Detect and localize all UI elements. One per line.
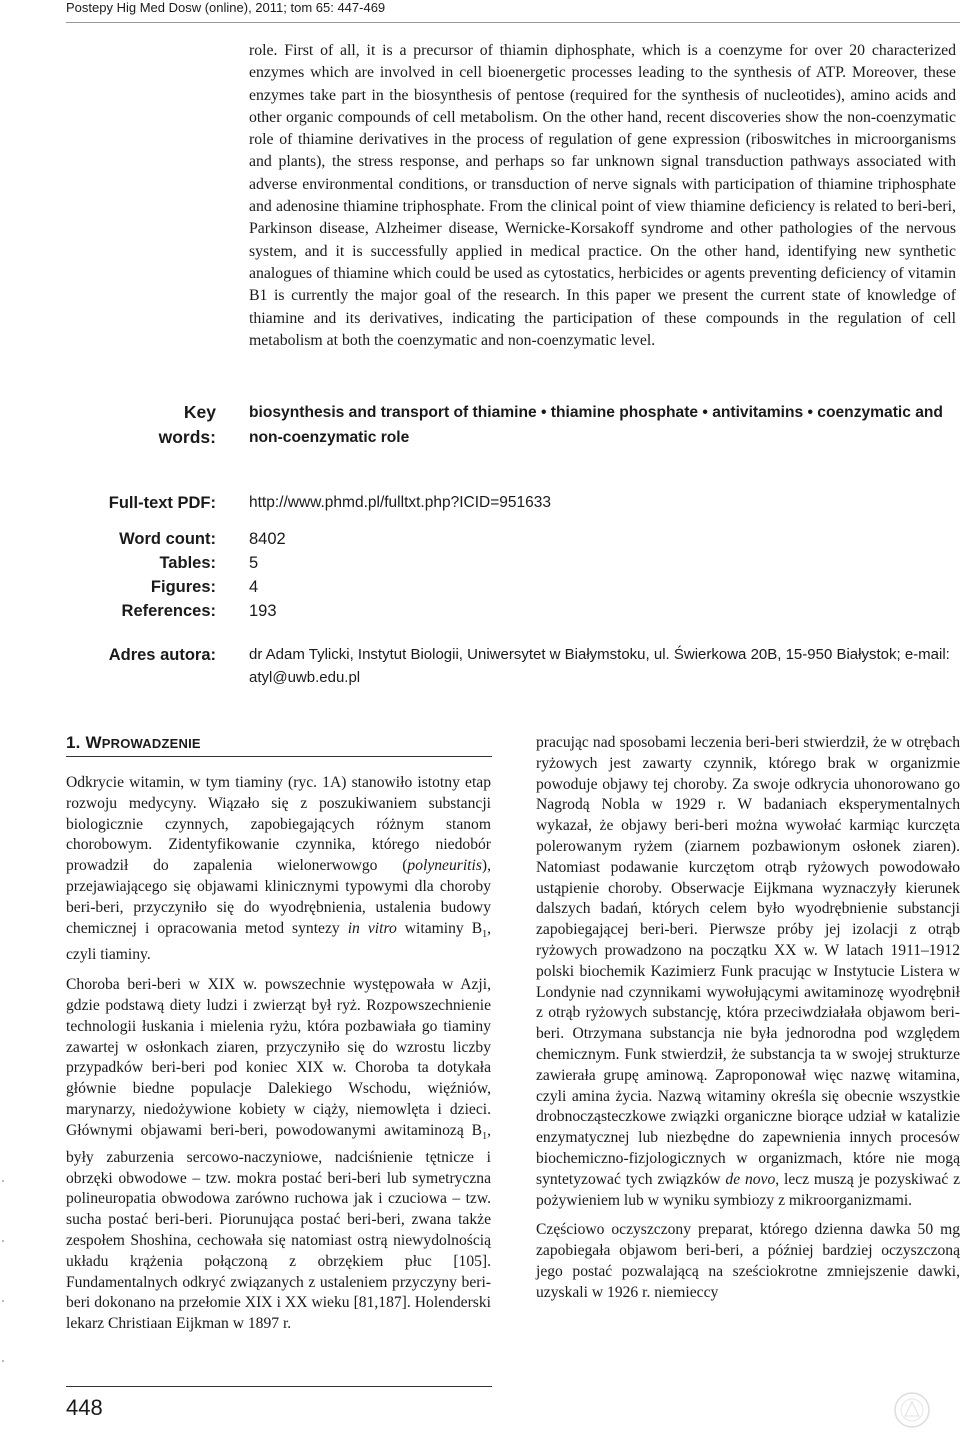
word-count-label: Word count:	[119, 530, 216, 548]
abstract-text: role. First of all, it is a precursor of thiamin diphosphate, which is a coenzyme for over 20 characterized enzymes which are involved in cell bioenergetic processes leading to the synthesis of ATP. Moreover, these enzymes take part in the biosynthesis of pentose (required for the synthesis of nucleotides), amino acids and other organic compounds of cell metabolism. On the other hand, recent discoveries show the non-coenzymatic role of thiamine derivatives in the process of regulation of gene expression (riboswitches in microorganisms and plants), the stress response, and perhaps so far unknown signal transduction pathways associated with adverse environmental conditions, or transduction of nerve signals with participation of thiamine triphosphate and adenosine thiamine triphosphate. From the clinical point of view thiamine deficiency is related to beri-beri, Parkinson disease, Alzheimer disease, Wernicke-Korsakoff syndrome and other pathologies of the nervous system, and it is successfully applied in medical practice. On the other hand, identifying new synthetic analogues of thiamine which could be used as cytostatics, herbicides or agents preventing deficiency of vitamin B1 is currently the major goal of the research. In this paper we present the current state of knowledge of thiamine and its derivatives, indicating the participation of these compounds in the regulation of cell metabolism at both the coenzymatic and non-coenzymatic level.	[249, 42, 956, 349]
left-p1-text-f: , czyli tiaminy.	[66, 919, 492, 964]
author-address: dr Adam Tylicki, Instytut Biologii, Uniwersytet w Białymstoku, ul. Świerkowa 20B, 15-950 Białystok; e-mail: atyl@uwb.edu.pl	[249, 646, 950, 686]
footer-divider	[66, 1386, 492, 1387]
section-title-rest: PROWADZENIE	[101, 736, 201, 751]
left-paragraph-2	[66, 975, 491, 1335]
fulltext-label: Full-text PDF:	[108, 494, 216, 512]
left-p2-subscript: 1	[482, 1130, 488, 1142]
right-column	[536, 733, 960, 1304]
right-paragraph-1	[536, 733, 960, 1211]
left-paragraph-1	[66, 773, 491, 966]
keywords-label: Key words:	[158, 402, 216, 447]
section-title-initial: W	[85, 733, 102, 752]
left-p2-text-a: Choroba beri-beri w XIX w. powszechnie występowała w Azji, gdzie podstawą diety ludzi i zwierząt był ryż. Rozpowszechnienie technologii łuskania i mielenia ryżu, która pozbawiała go tiaminy zawartej w osłonkach ziaren, przyczyniło się do wzrostu liczby przypadków beri-beri pod koniec XIX w. Choroba ta dotykała głównie biedne populacje Dalekiego Wschodu, więźniów, marynarzy, niedożywione kobiety w ciąży, niemowlęta i dzieci. Głównymi objawami beri-beri, powodowanymi awitaminozą B	[66, 976, 491, 1139]
left-p1-italic-polyneuritis: polyneuritis	[407, 857, 482, 875]
references-value: 193	[249, 602, 277, 620]
right-p1-text-a: pracując nad sposobami leczenia beri-beri stwierdził, że w otrębach ryżowych jest zawarty czynnik, którego brak w organizmie powoduje objawy tej choroby. Za swoje odkrycia uhonorowano go Nagrodą Nobla w 1929 r. W badaniach eksperymentalnych wykazał, że objawy beri-beri można wywołać karmiąc kurczęta polerowanym ryżem (ziarnem pozbawionym osłonek ziaren). Natomiast podawanie kurczętom otrąb ryżowych powodowało ustąpienie choroby. Obserwacje Eijkmana wyznaczyły kierunek dalszych badań, których celem było wyodrębnienie substancji zapobiegającej beri-beri. Pierwsze próby jej izolacji z otrąb ryżowych prowadzono na początku XX w. W latach 1911–1912 polski biochemik Kazimierz Funk pracując w Instytucie Listera w Londynie nad czynnikami wywołującymi awitaminozę wyodrębnił z otrąb ryżowych substancję, która przeciwdziałała objawom beri-beri. Otrzymana substancja nie była jednorodna pod względem chemicznym. Funk stwierdził, że substancja ta w swojej strukturze zawierała grupę aminową. Zaproponował więc nazwę witamina, czyli amina życia. Nazwą witaminy określa się obecnie wszystkie drobnocząsteczkowe związki organiczne biorące udział w katalizie enzymatycznej lub niezbędne do zapewnienia innych procesów biochemiczno-fizjologicznych w organizmach, które nie mogą syntetyzować tych związków	[536, 734, 960, 1188]
references-label: References:	[121, 602, 216, 620]
fulltext-link[interactable]: http://www.phmd.pl/fulltxt.php?ICID=951633	[249, 494, 551, 511]
tables-label: Tables:	[159, 554, 216, 572]
right-p1-italic-de-novo: de novo	[725, 1170, 776, 1188]
left-p1-text-e: witaminy B	[396, 919, 483, 937]
tables-value: 5	[249, 554, 259, 572]
left-p1-text-c: ), przejawiającego się objawami klinicznymi typowymi dla choroby beri-beri, przyczyniło się do wyodrębnienia, ustalenia budowy chemicznej i opracowania metod syntezy	[66, 857, 491, 937]
right-p1-text-c: , lecz muszą je pozyskiwać z pożywieniem lub w wyniku symbiozy z mikroorganizmami.	[536, 1170, 960, 1209]
header-divider	[66, 22, 960, 23]
figures-value: 4	[249, 578, 259, 596]
word-count-value: 8402	[249, 530, 286, 548]
left-column	[66, 773, 491, 1335]
left-p2-text-b: , były zaburzenia sercowo-naczyniowe, nadciśnienie tętnicze i obrzęki obwodowe – tzw. mokra postać beri-beri lub symetryczna polineuropatia obwodowa zarówno ruchowa jak i czuciowa – tzw. sucha postać beri-beri. Piorunująca postać beri-beri, zwana także zespołem Shoshina, cechowała się natomiast ostrą niewydolnością układu krążenia połączoną z obrzękiem płuc [105]. Fundamentalnych odkryć związanych z ustaleniem przyczyny beri-beri dokonano na przełomie XIX i XX wieku [81,187]. Holenderski lekarz Christiaan Eijkman w 1897 r.	[66, 1121, 491, 1333]
section-number: 1.	[66, 733, 81, 752]
right-paragraph-2: Częściowo oczyszczony preparat, którego dzienna dawka 50 mg zapobiegała objawom beri-beri, a później bardziej oczyszczoną jego postać pozwalającą na sześciokrotne zmniejszenie dawki, uzyskali w 1926 r. niemieccy	[536, 1221, 960, 1301]
left-p1-text-a: Odkrycie witamin, w tym tiaminy (ryc. 1A) stanowiło istotny etap rozwoju medycyny. Wiązało się z poszukiwaniem substancji biologicznie czynnych, zapobiegających różnym stanom chorobowym. Zidentyfikowanie czynnika, którego niedobór prowadził do zapalenia wielonerwowgo (	[66, 774, 491, 875]
page-number: 448	[66, 1395, 103, 1420]
margin-marks-icon	[0, 1150, 6, 1410]
journal-header: Postepy Hig Med Dosw (online), 2011; tom 65: 447-469	[66, 0, 386, 15]
keywords-text: biosynthesis and transport of thiamine • thiamine phosphate • antivitamins • coenzymatic and non-coenzymatic role	[249, 404, 943, 446]
author-label: Adres autora:	[108, 646, 216, 664]
left-p1-italic-in-vitro: in vitro	[347, 919, 397, 937]
section-divider	[66, 756, 492, 757]
left-p1-subscript: 1	[482, 928, 488, 940]
section-heading	[66, 733, 492, 753]
figures-label: Figures:	[150, 578, 216, 596]
publisher-watermark-icon	[892, 1390, 932, 1430]
